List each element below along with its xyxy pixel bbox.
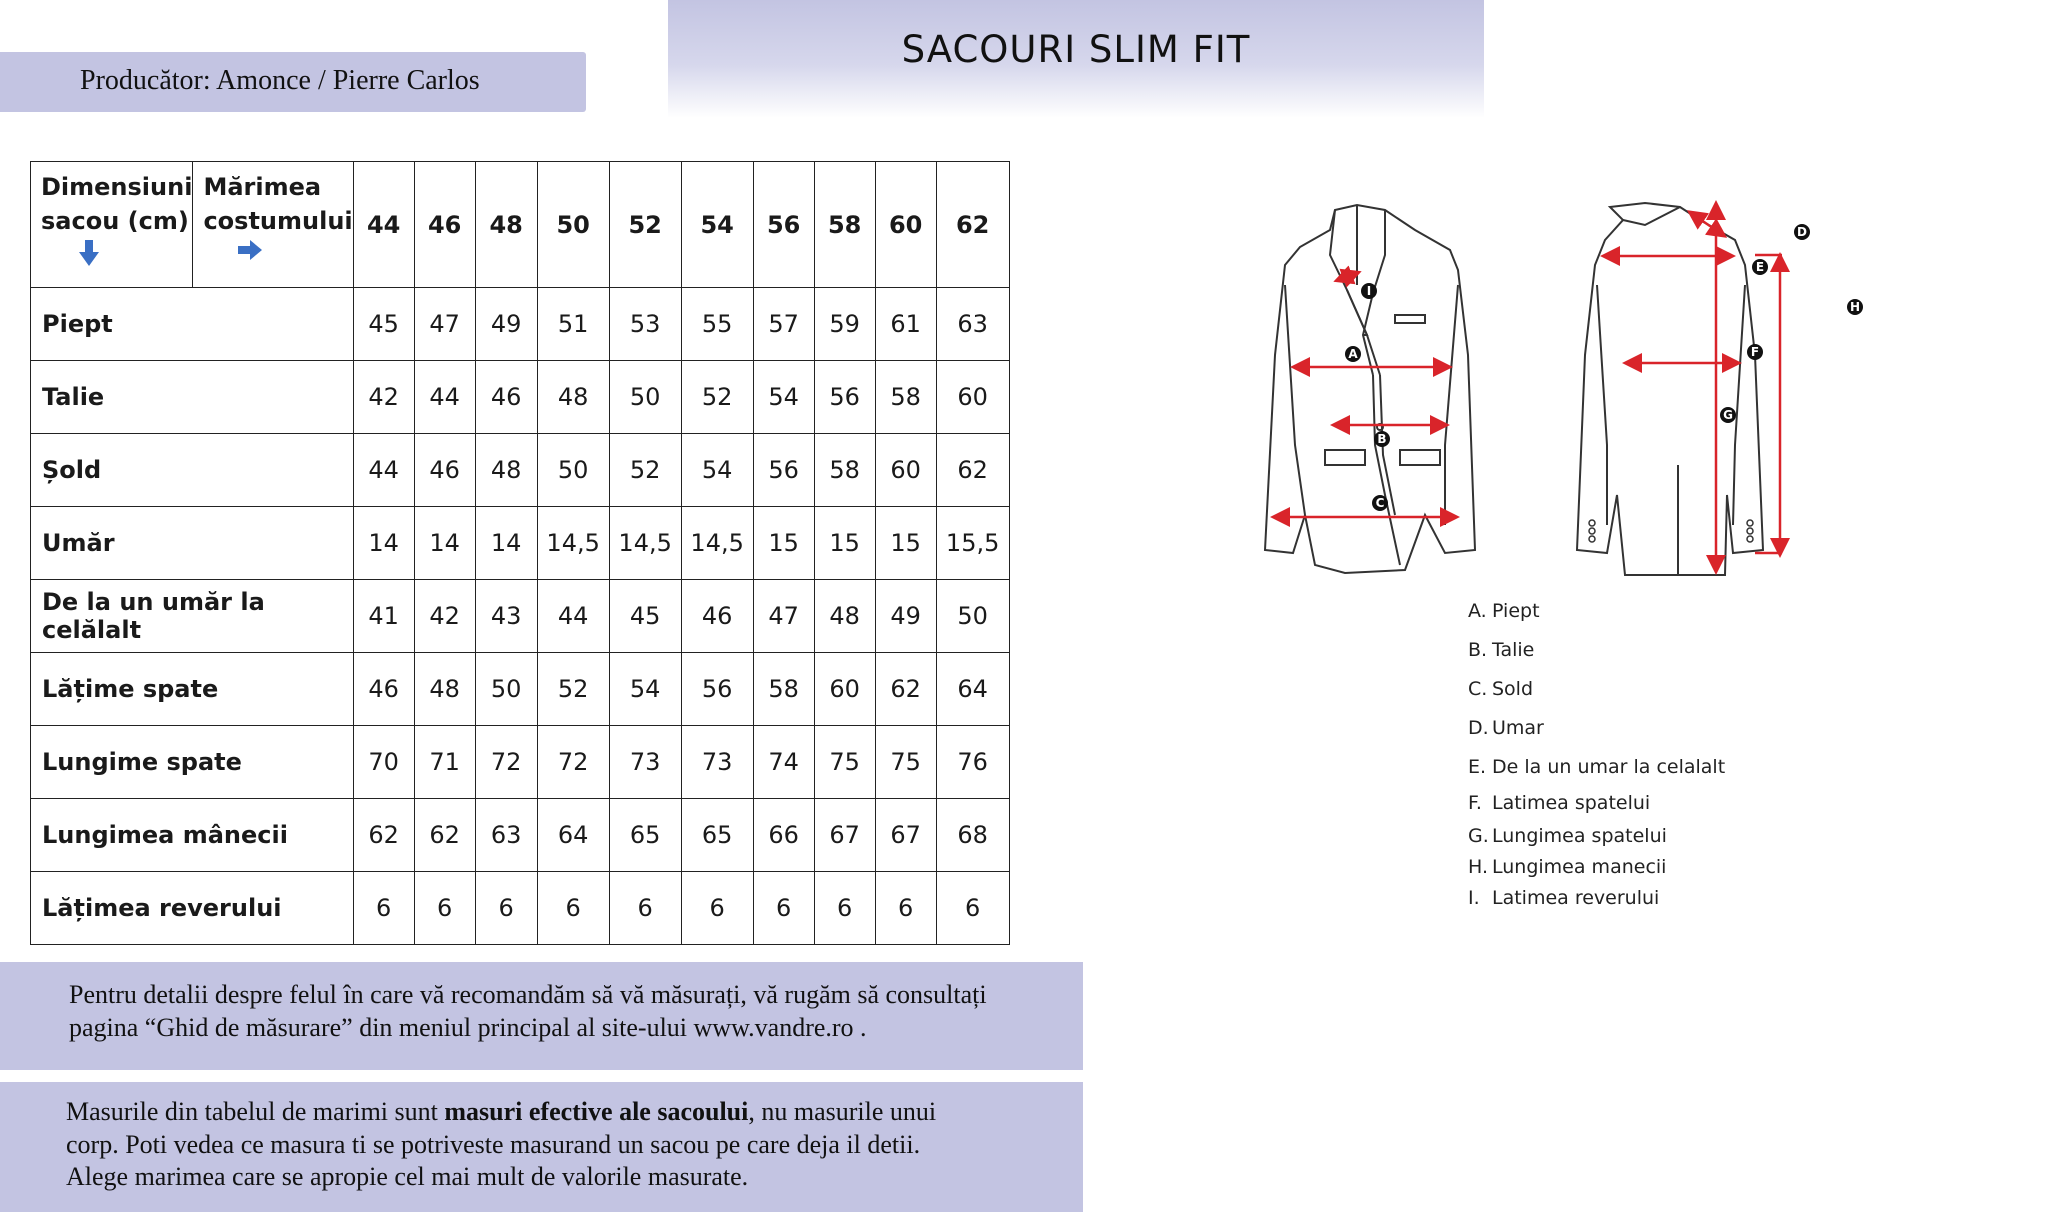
svg-text:A: A: [1348, 347, 1358, 361]
producer-label: Producător: Amonce / Pierre Carlos: [80, 65, 480, 96]
garment-measurements-text: [66, 1096, 1066, 1194]
marker-g-badge: [1720, 407, 1736, 423]
table-cell: 76: [936, 726, 1009, 799]
table-row: [31, 580, 1010, 653]
table-cell: 75: [814, 726, 875, 799]
table-cell: 48: [475, 434, 537, 507]
table-cell: 43: [475, 580, 537, 653]
table-cell: 15,5: [936, 507, 1009, 580]
note2-line2: corp. Poti vedea ce masura ti se potriveste masurand un sacou pe care deja il detii.: [66, 1129, 921, 1159]
title-banner: [668, 0, 1484, 118]
marker-b-badge: [1374, 431, 1390, 447]
size-header-cell: 48: [475, 162, 537, 288]
size-header-cell: 52: [609, 162, 681, 288]
row-label: Lățime spate: [31, 653, 354, 726]
table-cell: 73: [609, 726, 681, 799]
table-row: [31, 872, 1010, 945]
size-header-cell: 44: [353, 162, 414, 288]
table-cell: 55: [681, 288, 753, 361]
corner-left-line2: sacou (cm): [41, 207, 189, 235]
table-cell: 46: [475, 361, 537, 434]
table-cell: 15: [875, 507, 936, 580]
table-cell: 6: [936, 872, 1009, 945]
table-cell: 6: [875, 872, 936, 945]
table-header-row: [31, 162, 1010, 288]
svg-text:D: D: [1797, 225, 1807, 239]
arrow-right-icon: [203, 238, 263, 264]
table-cell: 14,5: [609, 507, 681, 580]
table-cell: 41: [353, 580, 414, 653]
table-cell: 61: [875, 288, 936, 361]
table-cell: 15: [753, 507, 814, 580]
table-cell: 50: [475, 653, 537, 726]
svg-text:B: B: [1377, 432, 1387, 446]
table-cell: 6: [609, 872, 681, 945]
row-label: Piept: [31, 288, 354, 361]
table-cell: 54: [609, 653, 681, 726]
marker-c-badge: [1372, 495, 1388, 511]
table-cell: 60: [936, 361, 1009, 434]
corner-dimensions-cell: [31, 162, 193, 288]
table-row: [31, 434, 1010, 507]
table-cell: 58: [814, 434, 875, 507]
table-cell: 67: [814, 799, 875, 872]
legend-item-h: H. Lungimea manecii: [1468, 856, 1667, 878]
table-row: [31, 726, 1010, 799]
table-cell: 48: [537, 361, 609, 434]
note2-line3: Alege marimea care se apropie cel mai mult de valorile masurate.: [66, 1162, 749, 1191]
table-cell: 66: [753, 799, 814, 872]
size-header-cell: 46: [414, 162, 475, 288]
size-header-cell: 60: [875, 162, 936, 288]
table-cell: 65: [681, 799, 753, 872]
table-row: [31, 507, 1010, 580]
table-cell: 14: [414, 507, 475, 580]
table-cell: 6: [681, 872, 753, 945]
table-cell: 54: [681, 434, 753, 507]
arrow-down-icon: [41, 238, 101, 268]
table-cell: 49: [475, 288, 537, 361]
marker-f-badge: [1747, 344, 1763, 360]
table-cell: 45: [353, 288, 414, 361]
table-cell: 6: [414, 872, 475, 945]
table-cell: 6: [475, 872, 537, 945]
size-header-cell: 56: [753, 162, 814, 288]
table-cell: 42: [353, 361, 414, 434]
table-cell: 52: [609, 434, 681, 507]
size-table: [30, 161, 1010, 945]
note2-bold: masuri efective ale sacoului: [444, 1097, 749, 1126]
table-cell: 54: [753, 361, 814, 434]
table-cell: 42: [414, 580, 475, 653]
svg-text:H: H: [1849, 300, 1861, 314]
garment-measurements-note: [0, 1082, 1083, 1212]
marker-i-badge: [1361, 283, 1377, 299]
legend-item-d: D. Umar: [1468, 717, 1544, 739]
svg-text:F: F: [1750, 345, 1760, 359]
row-label: De la un umăr la celălalt: [31, 580, 354, 653]
table-cell: 56: [681, 653, 753, 726]
legend-item-e: E. De la un umar la celalalt: [1468, 756, 1726, 778]
legend-item-b: B. Talie: [1468, 639, 1535, 661]
size-header-cell: 54: [681, 162, 753, 288]
svg-text:I: I: [1366, 284, 1372, 298]
size-header-cell: 50: [537, 162, 609, 288]
table-cell: 50: [609, 361, 681, 434]
table-cell: 67: [875, 799, 936, 872]
row-label: Talie: [31, 361, 354, 434]
legend-item-a: A. Piept: [1468, 600, 1540, 622]
legend-item-g: G. Lungimea spatelui: [1468, 825, 1667, 847]
table-cell: 14: [353, 507, 414, 580]
table-cell: 59: [814, 288, 875, 361]
corner-size-cell: [193, 162, 353, 288]
legend-item-c: C. Sold: [1468, 678, 1534, 700]
table-cell: 60: [875, 434, 936, 507]
size-header-cell: 58: [814, 162, 875, 288]
row-label: Lățimea reverului: [31, 872, 354, 945]
marker-d-badge: [1794, 224, 1810, 240]
table-cell: 57: [753, 288, 814, 361]
corner-right-line1: Mărimea: [203, 173, 322, 201]
note2-post: , nu masurile unui: [748, 1097, 937, 1126]
table-row: [31, 361, 1010, 434]
measuring-guide-text: [69, 978, 1069, 1044]
table-cell: 14,5: [681, 507, 753, 580]
table-cell: 14,5: [537, 507, 609, 580]
page-title: SACOURI SLIM FIT: [901, 28, 1251, 71]
corner-right-line2: costumului: [203, 207, 353, 235]
legend-item-f: F. Latimea spatelui: [1468, 792, 1651, 814]
measuring-guide-line2: pagina “Ghid de măsurare” din meniul principal al site-ului www.vandre.ro .: [69, 1013, 867, 1042]
table-cell: 46: [353, 653, 414, 726]
marker-a-badge: [1345, 346, 1361, 362]
corner-left-line1: Dimensiuni: [41, 173, 193, 201]
table-cell: 64: [537, 799, 609, 872]
table-cell: 44: [537, 580, 609, 653]
table-cell: 74: [753, 726, 814, 799]
table-cell: 6: [814, 872, 875, 945]
svg-text:C: C: [1375, 496, 1385, 510]
table-cell: 6: [753, 872, 814, 945]
row-label: Lungime spate: [31, 726, 354, 799]
measure-d-shoulder: [1691, 213, 1723, 235]
size-header-cell: 62: [936, 162, 1009, 288]
row-label: Umăr: [31, 507, 354, 580]
table-cell: 56: [753, 434, 814, 507]
table-cell: 62: [875, 653, 936, 726]
table-cell: 72: [475, 726, 537, 799]
table-row: [31, 799, 1010, 872]
table-cell: 63: [475, 799, 537, 872]
table-cell: 14: [475, 507, 537, 580]
svg-text:G: G: [1723, 408, 1733, 422]
table-cell: 70: [353, 726, 414, 799]
measuring-guide-note: [0, 962, 1083, 1070]
table-cell: 58: [875, 361, 936, 434]
table-cell: 63: [936, 288, 1009, 361]
table-cell: 56: [814, 361, 875, 434]
measuring-guide-line1: Pentru detalii despre felul în care vă recomandăm să vă măsurați, vă rugăm să consultați: [69, 980, 987, 1009]
table-cell: 62: [936, 434, 1009, 507]
table-cell: 50: [537, 434, 609, 507]
table-cell: 44: [353, 434, 414, 507]
table-cell: 47: [753, 580, 814, 653]
back-jacket-outline: [1577, 203, 1763, 575]
table-cell: 48: [414, 653, 475, 726]
row-label: Șold: [31, 434, 354, 507]
marker-h-badge: [1847, 299, 1863, 315]
table-cell: 6: [537, 872, 609, 945]
table-cell: 72: [537, 726, 609, 799]
table-cell: 62: [414, 799, 475, 872]
table-cell: 52: [681, 361, 753, 434]
table-cell: 75: [875, 726, 936, 799]
table-cell: 6: [353, 872, 414, 945]
table-cell: 64: [936, 653, 1009, 726]
marker-e-badge: [1752, 259, 1768, 275]
table-cell: 51: [537, 288, 609, 361]
table-cell: 73: [681, 726, 753, 799]
table-cell: 50: [936, 580, 1009, 653]
legend-item-i: I. Latimea reverului: [1468, 887, 1660, 909]
table-cell: 65: [609, 799, 681, 872]
table-row: [31, 288, 1010, 361]
table-cell: 58: [753, 653, 814, 726]
table-cell: 47: [414, 288, 475, 361]
table-cell: 48: [814, 580, 875, 653]
table-row: [31, 653, 1010, 726]
table-cell: 62: [353, 799, 414, 872]
table-cell: 15: [814, 507, 875, 580]
row-label: Lungimea mânecii: [31, 799, 354, 872]
jacket-diagram: [1255, 195, 1895, 595]
table-cell: 68: [936, 799, 1009, 872]
svg-text:E: E: [1755, 260, 1765, 274]
table-cell: 45: [609, 580, 681, 653]
table-cell: 46: [414, 434, 475, 507]
table-cell: 49: [875, 580, 936, 653]
table-cell: 60: [814, 653, 875, 726]
table-cell: 71: [414, 726, 475, 799]
note2-pre: Masurile din tabelul de marimi sunt: [66, 1097, 445, 1126]
table-cell: 52: [537, 653, 609, 726]
table-cell: 46: [681, 580, 753, 653]
table-cell: 53: [609, 288, 681, 361]
producer-band: [0, 52, 586, 112]
table-cell: 44: [414, 361, 475, 434]
